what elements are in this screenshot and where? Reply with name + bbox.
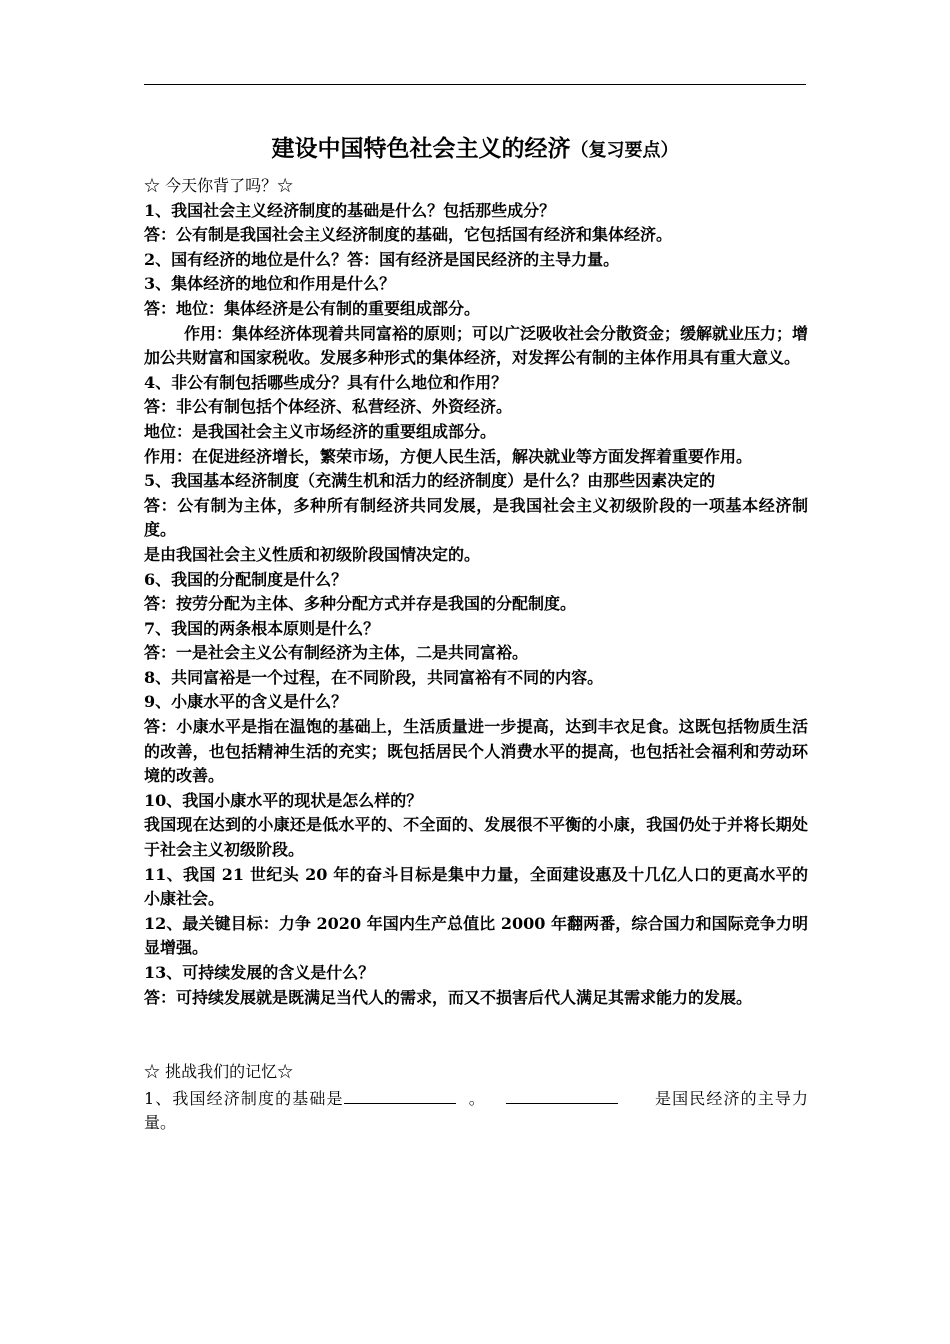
fill-in-text-1: 1、我国经济制度的基础是 [144,1088,344,1108]
question-3: 3、集体经济的地位和作用是什么？ [144,274,396,294]
question-answer-2: 2、国有经济的地位是什么？答：国有经济是国民经济的主导力量。 [144,249,620,269]
section-header-recite: ☆ 今天你背了吗？☆ [144,176,294,195]
question-9: 9、小康水平的含义是什么？ [144,692,348,712]
answer-4-role: 作用：在促进经济增长，繁荣市场，方便人民生活，解决就业等方面发挥着重要作用。 [144,446,753,466]
question-10: 10、我国小康水平的现状是怎么样的？ [144,790,423,810]
answer-4-components: 答：非公有制包括个体经济、私营经济、外资经济。 [144,397,513,417]
answer-7: 答：一是社会主义公有制经济为主体，二是共同富裕。 [144,643,529,663]
answer-3-status: 答：地位：集体经济是公有制的重要组成部分。 [144,298,481,318]
item-8: 8、共同富裕是一个过程，在不同阶段，共同富裕有不同的内容。 [144,667,604,687]
answer-4-status: 地位：是我国社会主义市场经济的重要组成部分。 [144,421,497,441]
answer-1: 答：公有制是我国社会主义经济制度的基础，它包括国有经济和集体经济。 [144,225,673,245]
review-content [144,174,808,1136]
fill-in-question-1 [144,1085,808,1136]
answer-blank-1[interactable] [344,1085,456,1104]
title-main: 建设中国特色社会主义的经济 [271,135,571,162]
question-13: 13、可持续发展的含义是什么？ [144,963,375,982]
item-12: 12、最关键目标：力争 2020 年国内生产总值比 2000 年翻两番，综合国力和国际竞争力明显增强。 [144,913,808,958]
answer-5-cause: 是由我国社会主义性质和初级阶段国情决定的。 [144,544,481,564]
title-sub: （复习要点） [570,140,679,161]
item-11: 11、我国 21 世纪头 20 年的奋斗目标是集中力量，全面建设惠及十几亿人口的更高水平的小康社会。 [144,864,808,909]
answer-3-role: 作用：集体经济体现着共同富裕的原则；可以广泛吸收社会分散资金；缓解就业压力；增加公共财富和国家税收。发展多种形式的集体经济，对发挥公有制的主体作用具有重大意义。 [144,323,809,368]
question-7: 7、我国的两条根本原则是什么？ [144,618,380,638]
answer-blank-2[interactable] [506,1085,618,1104]
question-5: 5、我国基本经济制度（充满生机和活力的经济制度）是什么？由那些因素决定的 [144,471,716,491]
answer-5: 答：公有制为主体，多种所有制经济共同发展，是我国社会主义初级阶段的一项基本经济制度。 [144,495,808,540]
answer-6: 答：按劳分配为主体、多种分配方式并存是我国的分配制度。 [144,594,577,614]
question-4: 4、非公有制包括哪些成分？具有什么地位和作用？ [144,372,508,392]
header-rule [144,84,806,85]
question-1: 1、我国社会主义经济制度的基础是什么？包括那些成分？ [144,200,556,220]
answer-13: 答：可持续发展就是既满足当代人的需求，而又不损害后代人满足其需求能力的发展。 [144,987,753,1007]
fill-in-text-3: 是国民经济的主导力量。 [144,1088,808,1133]
answer-9: 答：小康水平是指在温饱的基础上，生活质量进一步提高，达到丰衣足食。这既包括物质生活的改善，也包括精神生活的充实；既包括居民个人消费水平的提高，也包括社会福利和劳动环境的改善。 [144,717,808,786]
section-header-challenge: ☆ 挑战我们的记忆☆ [144,1062,294,1082]
section-spacer [144,1010,808,1060]
question-6: 6、我国的分配制度是什么？ [144,569,348,589]
answer-10: 我国现在达到的小康还是低水平的、不全面的、发展很不平衡的小康，我国仍处于并将长期处于社会主义初级阶段。 [144,815,808,860]
fill-in-text-2: 。 [467,1088,486,1108]
page-title [144,133,806,167]
